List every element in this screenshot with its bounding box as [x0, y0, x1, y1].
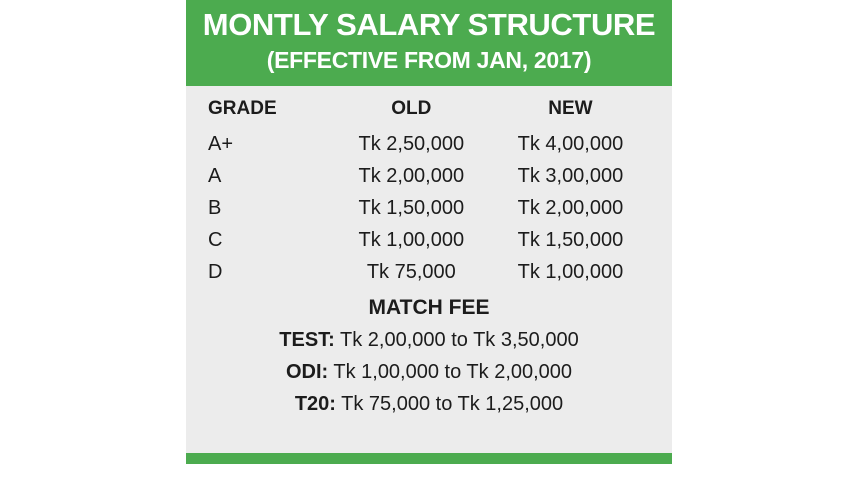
- table-row: [208, 128, 650, 160]
- match-fee-label-odi: ODI:: [285, 360, 329, 383]
- match-fee-row-odi: [208, 361, 650, 384]
- salary-table-head: [208, 96, 650, 128]
- page-title: MONTLY SALARY STRUCTURE: [202, 7, 656, 42]
- cell-old: Tk 1,50,000: [358, 196, 465, 219]
- footer-spacer: [186, 464, 672, 482]
- column-header-old: OLD: [391, 97, 432, 119]
- salary-table-body: [208, 128, 650, 288]
- match-fee-label-t20: T20:: [294, 392, 336, 415]
- table-row: [208, 256, 650, 288]
- match-fee-title: MATCH FEE: [368, 295, 490, 319]
- cell-old: Tk 1,00,000: [358, 228, 465, 251]
- table-row: [208, 160, 650, 192]
- card-body: [186, 86, 672, 453]
- cell-old: Tk 2,50,000: [358, 132, 465, 155]
- cell-grade: A: [208, 164, 222, 187]
- cell-grade: D: [208, 260, 223, 283]
- cell-old: Tk 2,00,000: [358, 164, 465, 187]
- page-subtitle: (EFFECTIVE FROM JAN, 2017): [266, 47, 592, 74]
- cell-new: Tk 3,00,000: [517, 164, 624, 187]
- footer-accent-bar: [186, 453, 672, 464]
- match-fee-row-test: [208, 329, 650, 352]
- table-header-row: [208, 96, 650, 128]
- cell-new: Tk 1,00,000: [517, 260, 624, 283]
- column-header-new: NEW: [548, 97, 593, 119]
- cell-old: Tk 75,000: [366, 260, 456, 283]
- match-fee-row-t20: [208, 393, 650, 416]
- cell-grade: C: [208, 228, 223, 251]
- cell-new: Tk 2,00,000: [517, 196, 624, 219]
- cell-grade: A+: [208, 132, 234, 155]
- match-fee-label-test: TEST:: [279, 328, 335, 351]
- salary-structure-card: [186, 0, 672, 482]
- cell-grade: B: [208, 196, 222, 219]
- column-header-grade: GRADE: [208, 97, 277, 119]
- table-row: [208, 224, 650, 256]
- cell-new: Tk 1,50,000: [517, 228, 624, 251]
- match-fee-value-t20: Tk 75,000 to Tk 1,25,000: [341, 392, 564, 415]
- match-fee-value-odi: Tk 1,00,000 to Tk 2,00,000: [333, 360, 573, 383]
- salary-table: [208, 96, 650, 288]
- table-row: [208, 192, 650, 224]
- cell-new: Tk 4,00,000: [517, 132, 624, 155]
- match-fee-value-test: Tk 2,00,000 to Tk 3,50,000: [340, 328, 579, 351]
- card-header: [186, 0, 672, 86]
